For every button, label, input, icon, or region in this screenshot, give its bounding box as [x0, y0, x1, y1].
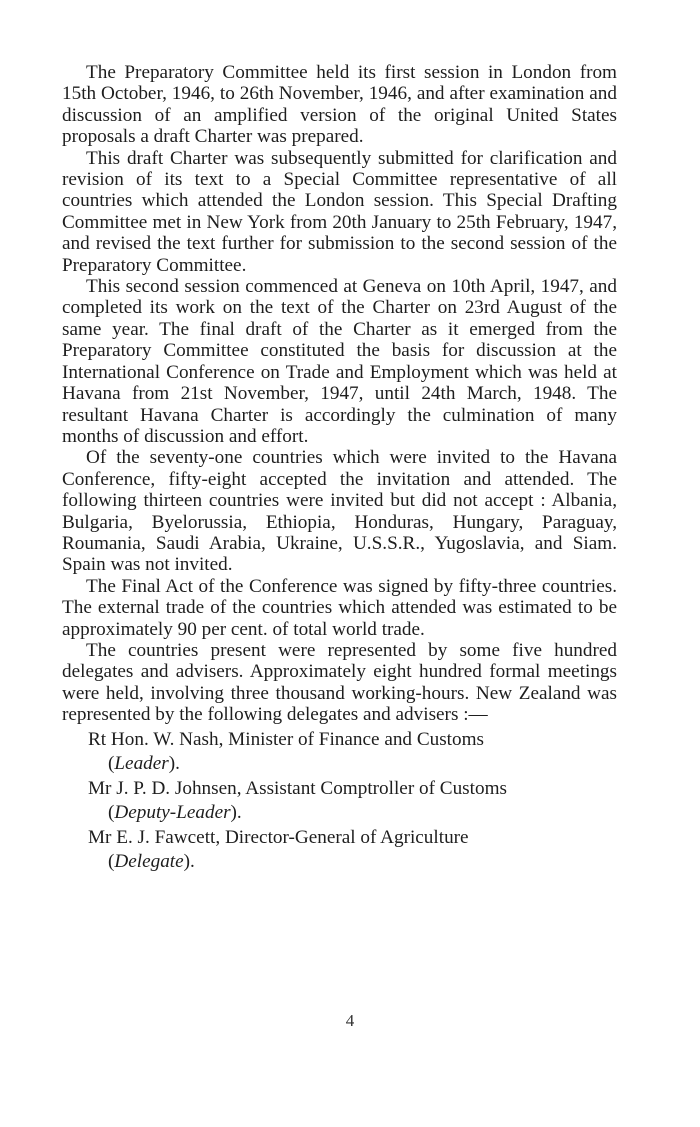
- delegate-name: Mr E. J. Fawcett, Director-General of Agriculture: [88, 826, 469, 848]
- delegate-entry: [88, 728, 617, 776]
- delegate-name: Mr J. P. D. Johnsen, Assistant Comptroller of Customs: [88, 777, 507, 799]
- document-body: [62, 62, 617, 875]
- paragraph-delegates-intro: The countries present were represented by some five hundred delegates and advisers. Approximately eight hundred formal meetings were held, involving three thousand working-hours. New Zealand was represented by the following delegates and advisers :—: [62, 639, 617, 726]
- delegate-name: Rt Hon. W. Nash, Minister of Finance and Customs: [88, 728, 484, 750]
- delegate-entry: [88, 826, 617, 874]
- paragraph-first-session: The Preparatory Committee held its first session in London from 15th October, 1946, to 26th November, 1946, and after examination and discussion of an amplified version of the original United States proposals a draft Charter was prepared.: [62, 62, 617, 148]
- delegate-list: [62, 728, 617, 874]
- paragraph-final-act: The Final Act of the Conference was signed by fifty-three countries. The external trade of the countries which attended was estimated to be approximately 90 per cent. of total world trade.: [62, 575, 617, 640]
- paragraph-geneva-havana: This second session commenced at Geneva on 10th April, 1947, and completed its work on the text of the Charter on 23rd August of the same year. The final draft of the Charter as it emerged from the Preparatory Committee constituted the basis for discussion at the International Conference on Trade and Employment which was held at Havana from 21st November, 1947, until 24th March, 1948. The resultant Havana Charter is accordingly the culmination of many months of discussion and effort.: [62, 276, 617, 447]
- delegate-role: ( Leader ).: [88, 752, 617, 776]
- delegate-role: ( Delegate ).: [88, 850, 617, 874]
- delegate-entry: [88, 777, 617, 825]
- page-number: 4: [345, 1011, 355, 1030]
- delegate-role: ( Deputy-Leader ).: [88, 801, 617, 825]
- paragraph-special-committee: This draft Charter was subsequently submitted for clarification and revision of its text to a Special Committee representative of all countries which attended the London session. This Special Drafting Committee met in New York from 20th January to 25th February, 1947, and revised the text further for submission to the second session of the Preparatory Committee.: [62, 147, 617, 276]
- paragraph-invited-countries: Of the seventy-one countries which were invited to the Havana Conference, fifty-eight accepted the invitation and attended. The following thirteen countries were invited but did not accept : Albania, Bulgaria, Byelorussia, Ethiopia, Honduras, Hungary, Paraguay, Roumania, Saudi Arabia, Ukraine, U.S.S.R., Yugoslavia, and Siam. Spain was not invited.: [62, 447, 617, 576]
